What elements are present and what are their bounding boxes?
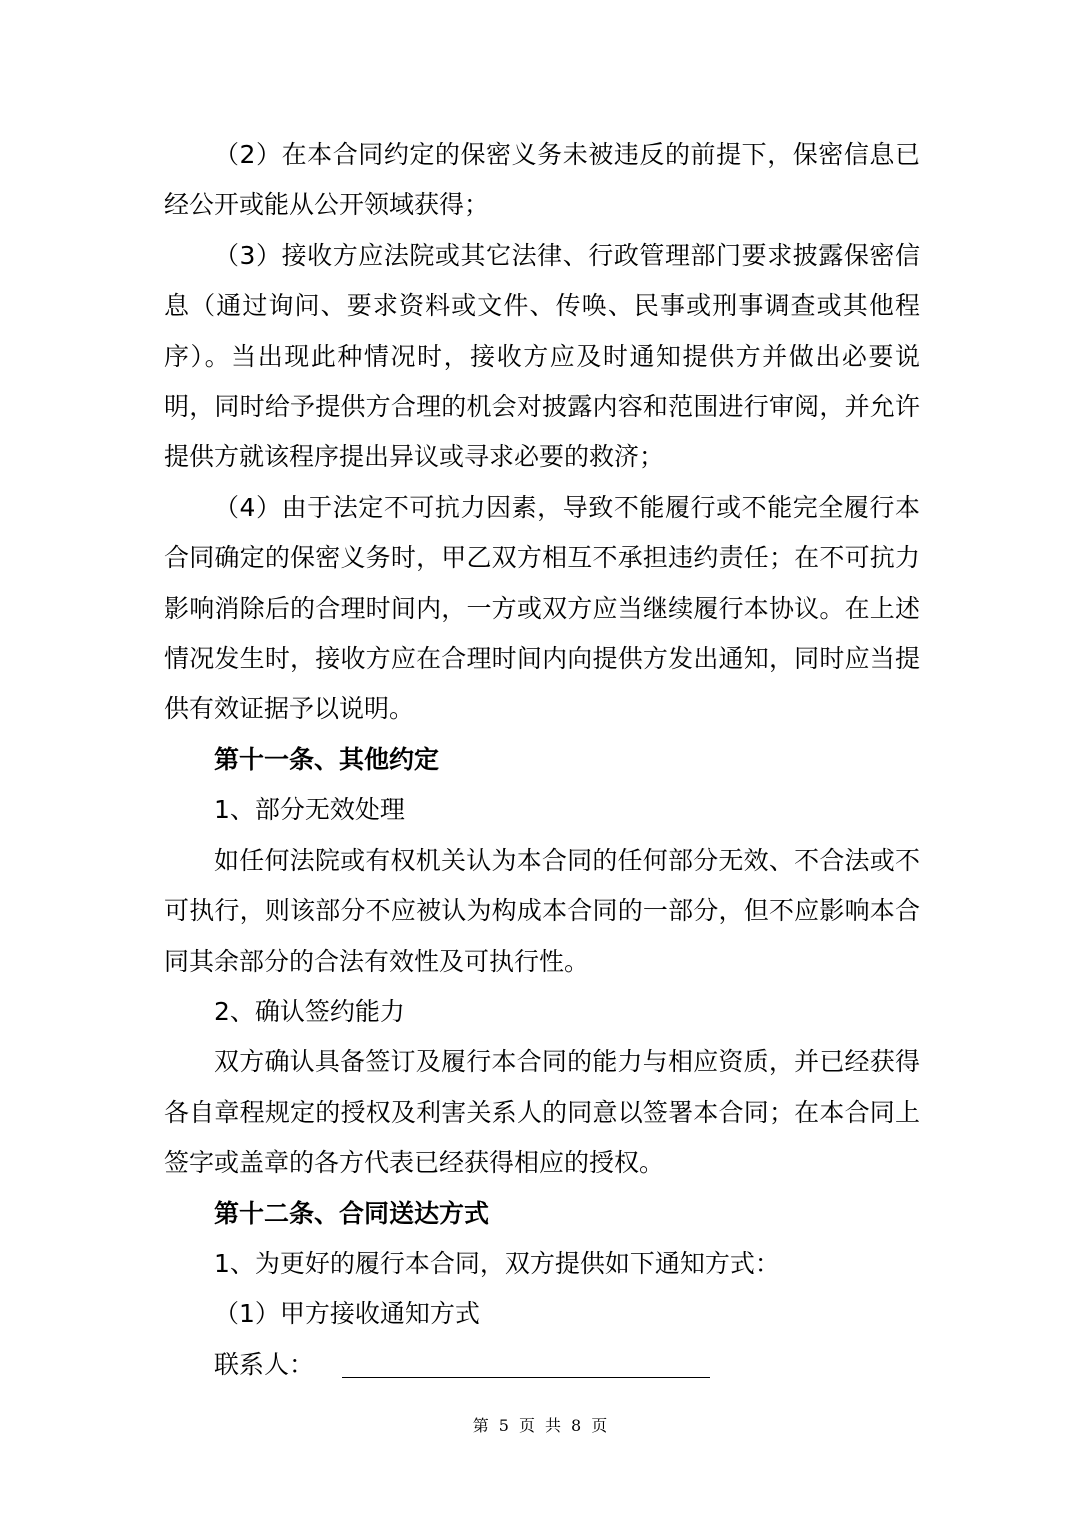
contact-label: 联系人： — [214, 1349, 315, 1379]
footer-ye: 页 — [518, 1416, 535, 1435]
article-12-sub-1: （1）甲方接收通知方式 — [214, 1299, 480, 1329]
clause-3-paragraph: （3）接收方应法院或其它法律、行政管理部门要求披露保密信息（通过询问、要求资料或文件、传唤、民事或刑事调查或其他程序）。当出现此种情况时，接收方应及时通知提供方并做出必要说明，同时给予提供方合理的机会对披露内容和范围进行审阅，并允许提供方就该程序提出异议或寻求必要的救济； — [164, 240, 920, 472]
article-11-heading: 第十一条、其他约定 — [214, 744, 440, 774]
contact-line — [164, 1340, 920, 1390]
clause-4-paragraph: （4）由于法定不可抗力因素，导致不能履行或不能完全履行本合同确定的保密义务时，甲乙双方相互不承担违约责任；在不可抗力影响消除后的合理时间内，一方或双方应当继续履行本协议。在上述情况发生时，接收方应在合理时间内向提供方发出通知，同时应当提供有效证据予以说明。 — [164, 492, 920, 724]
page-footer — [0, 1414, 1080, 1438]
article-11-item-1-text: 如任何法院或有权机关认为本合同的任何部分无效、不合法或不可执行，则该部分不应被认为构成本合同的一部分，但不应影响本合同其余部分的合法有效性及可执行性。 — [164, 845, 920, 976]
document-body — [164, 130, 920, 1390]
article-12-heading: 第十二条、合同送达方式 — [214, 1198, 490, 1228]
article-12-item-1: 1、为更好的履行本合同，双方提供如下通知方式： — [214, 1248, 780, 1278]
article-11-item-1-title: 1、部分无效处理 — [214, 795, 405, 825]
footer-total-pages: 8 — [571, 1416, 582, 1435]
clause-2-paragraph: （2）在本合同约定的保密义务未被违反的前提下，保密信息已经公开或能从公开领域获得； — [164, 140, 920, 220]
article-11-item-2-text: 双方确认具备签订及履行本合同的能力与相应资质，并已经获得各自章程规定的授权及利害关系人的同意以签署本合同；在本合同上签字或盖章的各方代表已经获得相应的授权。 — [164, 1047, 920, 1178]
contact-blank-line — [342, 1377, 710, 1378]
article-11-item-2-title: 2、确认签约能力 — [214, 996, 405, 1026]
footer-ye-2: 页 — [591, 1416, 608, 1435]
footer-di: 第 — [472, 1416, 489, 1435]
footer-gong: 共 — [545, 1416, 562, 1435]
footer-page-number: 5 — [498, 1416, 509, 1435]
